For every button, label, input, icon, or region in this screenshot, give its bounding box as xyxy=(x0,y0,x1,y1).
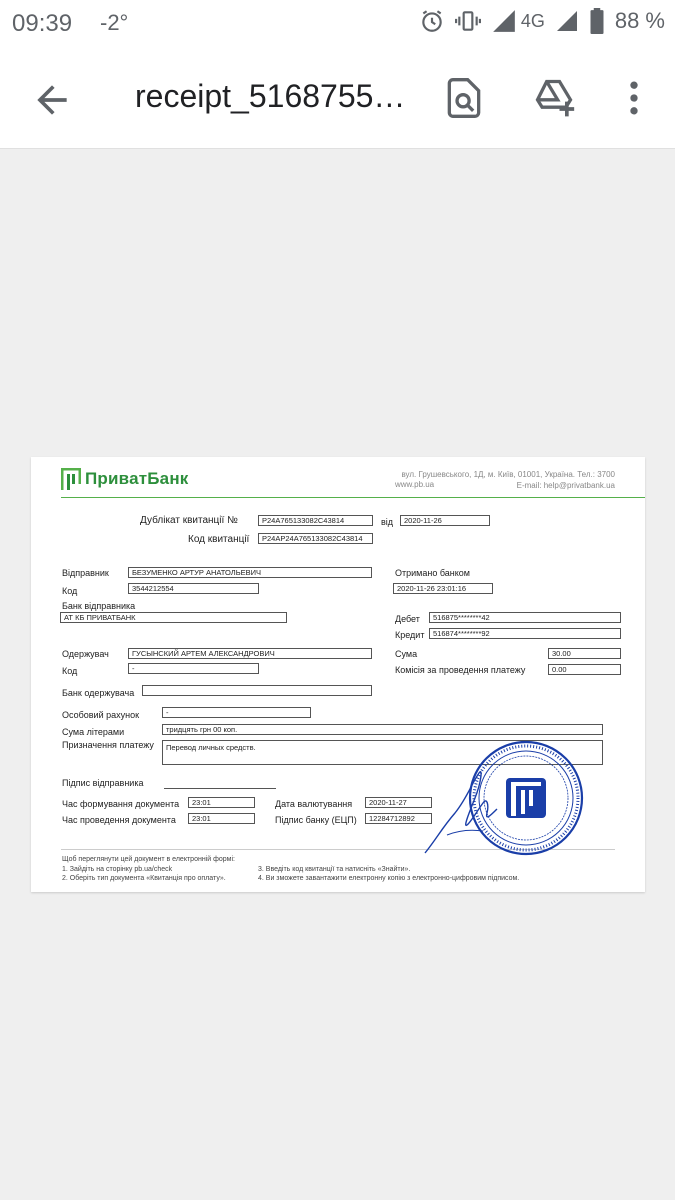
personal-account-label: Особовий рахунок xyxy=(62,710,140,720)
amount-label: Сума xyxy=(395,649,418,659)
sender-code-label: Код xyxy=(62,586,78,596)
value-date-value: 2020-11-27 xyxy=(365,797,432,808)
amount-words-value: тридцять грн 00 коп. xyxy=(162,724,603,735)
purpose-value: Перевод личных средств. xyxy=(162,740,603,765)
header-divider xyxy=(61,497,645,498)
recipient-label: Одержувач xyxy=(62,649,109,659)
recipient-bank-value xyxy=(142,685,372,696)
bank-website: www.pb.ua xyxy=(395,480,435,489)
duplicate-label: Дублікат квитанції № xyxy=(140,515,238,526)
personal-account-value: - xyxy=(162,707,311,718)
bank-stamp xyxy=(467,739,585,857)
arrow-left-icon[interactable] xyxy=(30,78,74,122)
from-label: від xyxy=(381,517,394,527)
bank-address: вул. Грушевського, 1Д, м. Київ, 01001, Україна. Тел.: 3700 E-mail: help@privatbank.ua xyxy=(401,470,615,490)
commission-value: 0.00 xyxy=(548,664,621,675)
credit-label: Кредит xyxy=(395,630,425,640)
received-value: 2020-11-26 23:01:16 xyxy=(393,583,493,594)
processing-time-label: Час проведення документа xyxy=(62,815,176,825)
from-date: 2020-11-26 xyxy=(400,515,490,526)
bank-signature-label: Підпис банку (ЕЦП) xyxy=(275,815,357,825)
bank-name: ПриватБанк xyxy=(85,469,189,488)
received-label: Отримано банком xyxy=(395,568,470,578)
more-vert-icon[interactable] xyxy=(612,76,656,120)
debit-label: Дебет xyxy=(395,614,420,624)
battery-percent: 88 % xyxy=(614,8,665,33)
credit-value: 516874********92 xyxy=(429,628,621,639)
footer-step-1: 1. Зайдіть на сторінку pb.ua/check xyxy=(62,866,173,873)
amount-words-label: Сума літерами xyxy=(62,727,125,737)
amount-value: 30.00 xyxy=(548,648,621,659)
receipt-page xyxy=(31,457,645,892)
document-title: receipt_5168755… xyxy=(135,78,406,114)
creation-time-value: 23:01 xyxy=(188,797,255,808)
duplicate-number: P24A765133082C43814 xyxy=(258,515,373,526)
footer-step-4: 4. Ви зможете завантажити електронну копію з електронно-цифровим підписом. xyxy=(258,875,520,882)
add-to-drive-icon[interactable] xyxy=(532,76,576,120)
alarm-icon xyxy=(419,8,445,34)
sender-value: БЕЗУМЕНКО АРТУР АНАТОЛЬЕВИЧ xyxy=(128,567,372,578)
footer-title: Щоб переглянути цей документ в електронній формі: xyxy=(62,856,235,863)
battery-icon xyxy=(589,8,605,34)
recipient-bank-label: Банк одержувача xyxy=(62,688,135,698)
creation-time-label: Час формування документа xyxy=(62,799,180,809)
sender-bank-value: АТ КБ ПРИВАТБАНК xyxy=(60,612,287,623)
app-bar xyxy=(0,48,675,149)
debit-value: 516875********42 xyxy=(429,612,621,623)
bank-signature-value: 12284712892 xyxy=(365,813,432,824)
footer-step-2: 2. Оберіть тип документа «Квитанція про оплату». xyxy=(62,875,226,882)
recipient-code-value: - xyxy=(128,663,259,674)
vibrate-icon xyxy=(455,8,481,34)
sender-code-value: 3544212554 xyxy=(128,583,259,594)
status-temperature: -2° xyxy=(100,10,129,35)
signature-label: Підпис відправника xyxy=(62,778,144,788)
purpose-label: Призначення платежу xyxy=(62,740,154,750)
signal-icon xyxy=(491,8,517,34)
code-label: Код квитанції xyxy=(188,534,250,545)
status-time: 09:39 xyxy=(12,10,73,37)
privatbank-logo-icon xyxy=(61,468,81,490)
sender-label: Відправник xyxy=(62,568,109,578)
footer-step-3: 3. Введіть код квитанції та натисніть «Знайти». xyxy=(258,866,411,873)
privatbank-logo xyxy=(61,468,189,490)
signature-line xyxy=(164,788,276,789)
sender-bank-label: Банк відправника xyxy=(62,601,136,611)
signal-icon-2 xyxy=(555,9,579,33)
network-type: 4G xyxy=(520,10,545,31)
value-date-label: Дата валютування xyxy=(275,799,353,809)
recipient-code-label: Код xyxy=(62,666,78,676)
find-in-page-icon[interactable] xyxy=(442,76,486,120)
recipient-value: ГУСЫНСКИЙ АРТЕМ АЛЕКСАНДРОВИЧ xyxy=(128,648,372,659)
status-bar xyxy=(0,0,675,48)
commission-label: Комісія за проведення платежу xyxy=(395,665,526,675)
code-value: P24AP24A765133082C43814 xyxy=(258,533,373,544)
processing-time-value: 23:01 xyxy=(188,813,255,824)
